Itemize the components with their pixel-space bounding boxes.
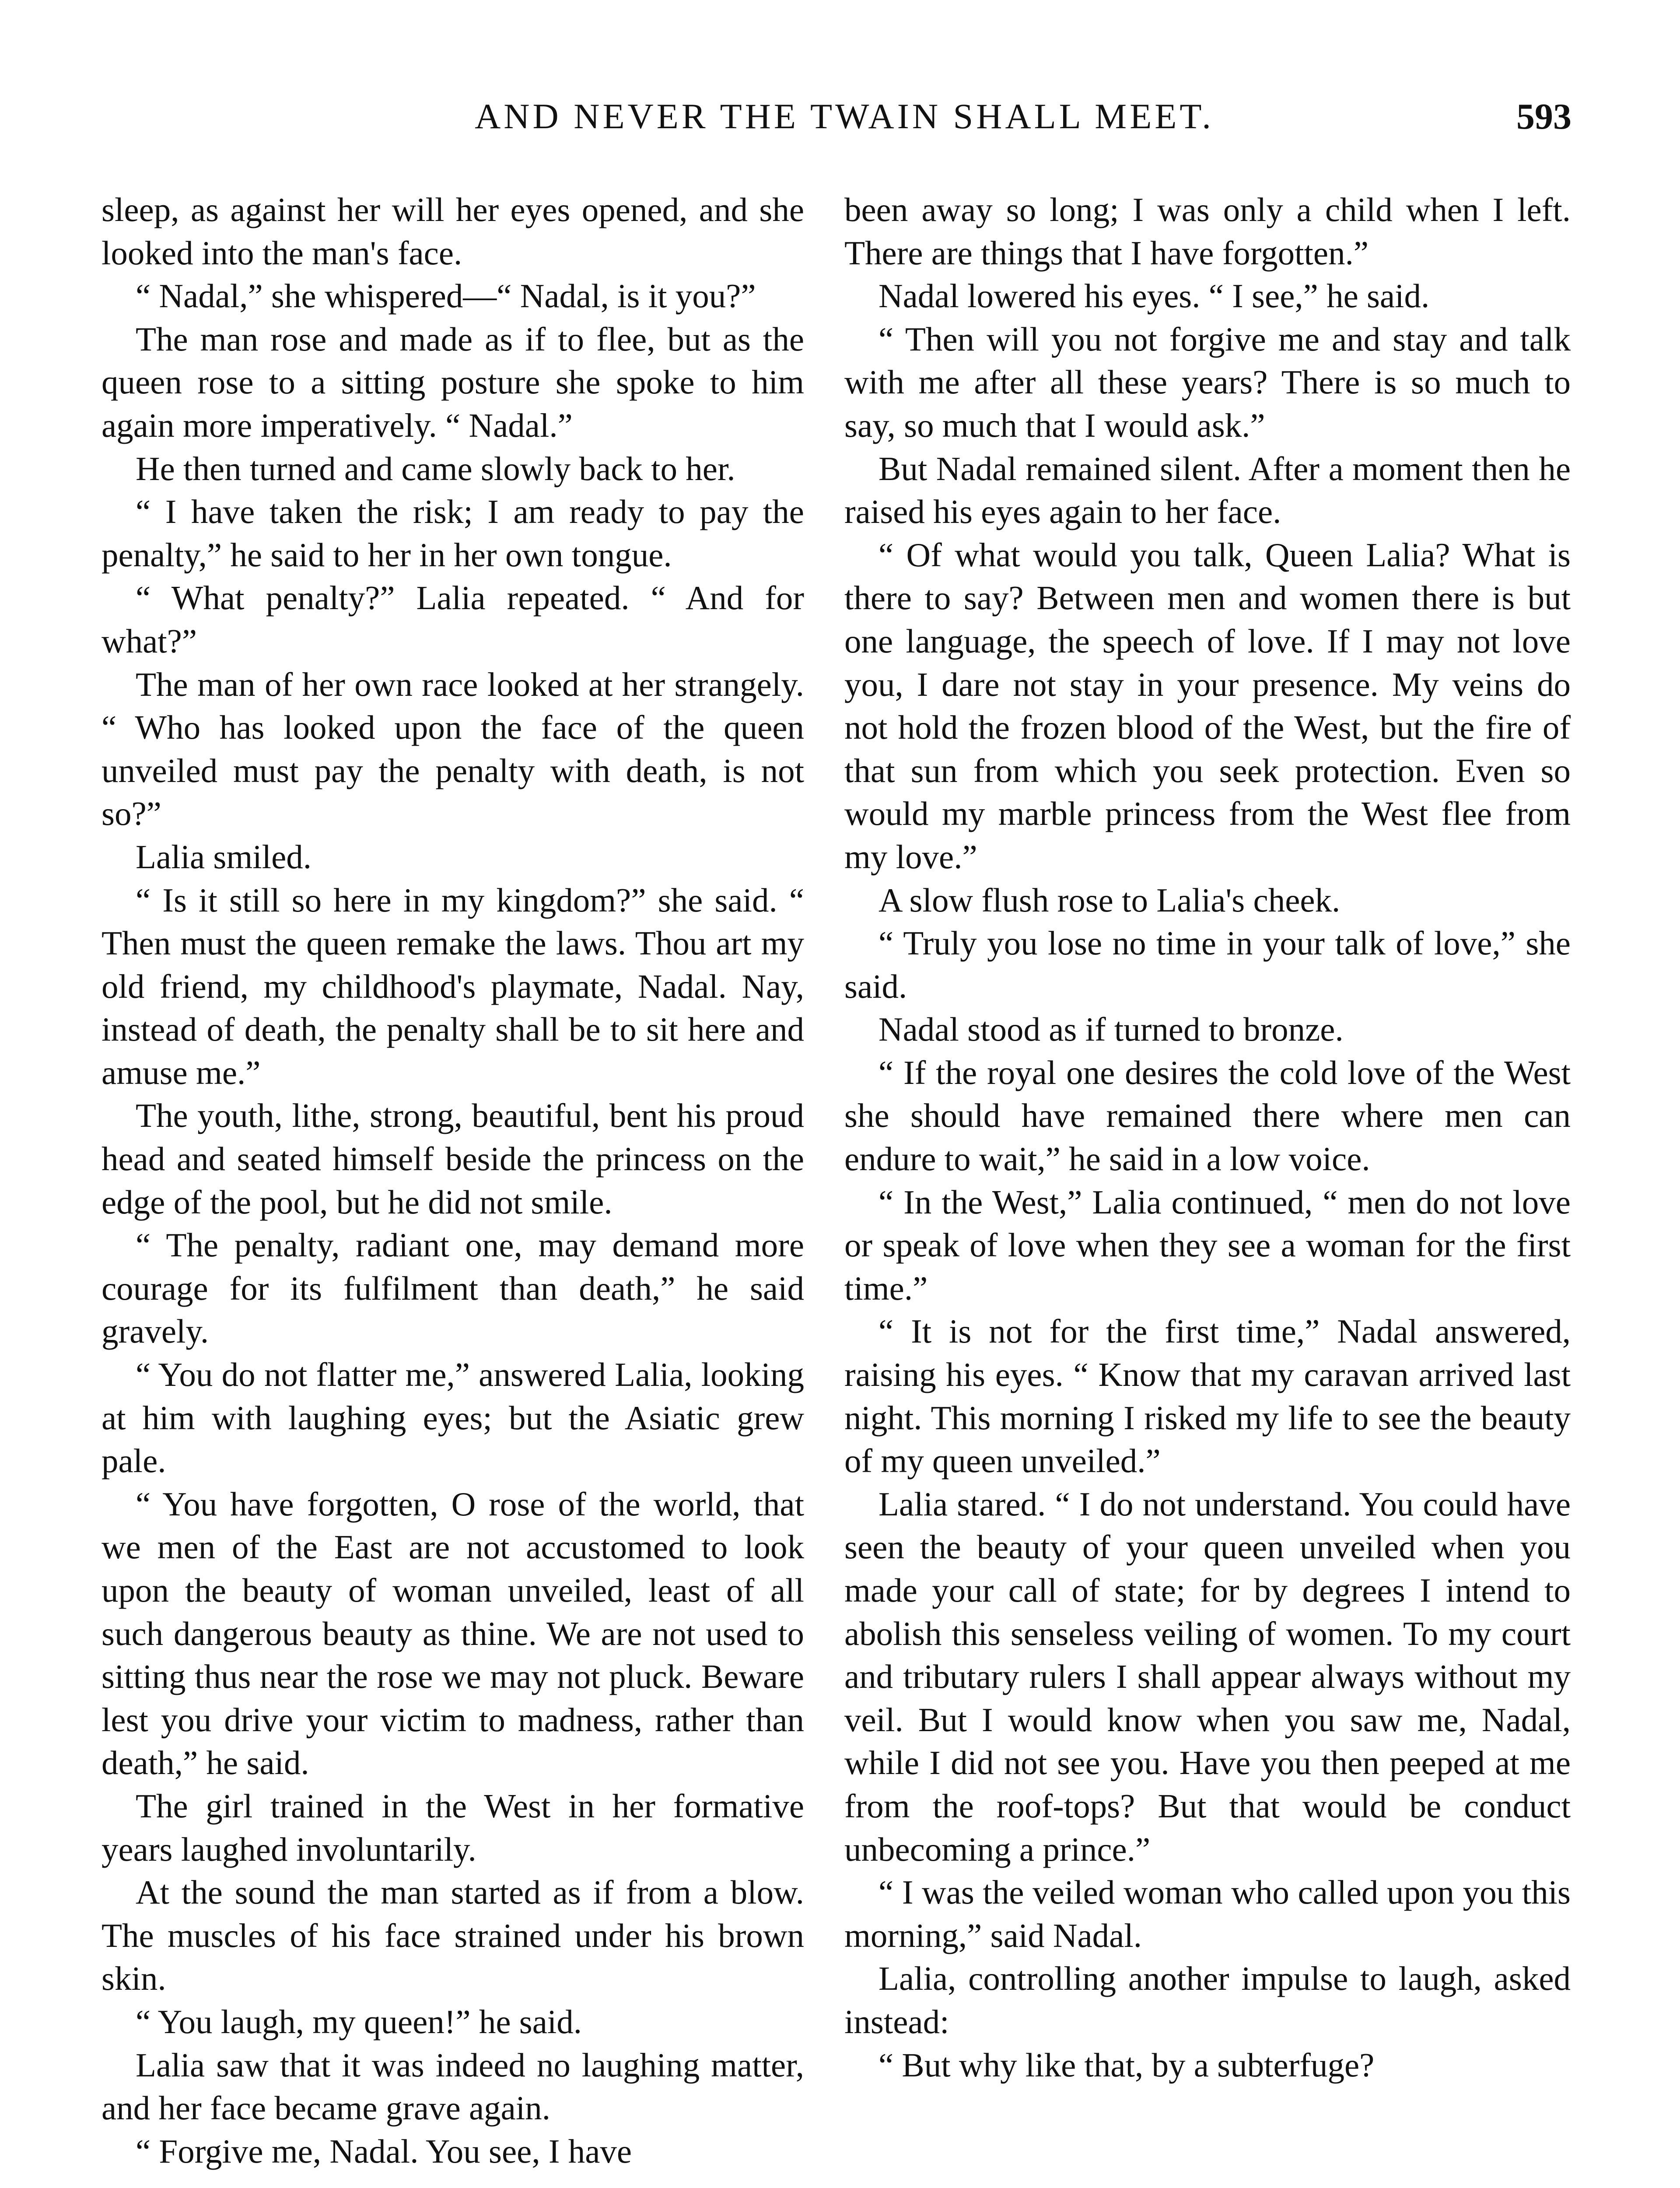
paragraph: “ I have taken the risk; I am ready to pay the penalty,” he said to her in her own tongue.	[102, 493, 804, 574]
left-text-column	[102, 188, 804, 2173]
paragraph: The girl trained in the West in her formative years laughed involuntarily.	[102, 1787, 804, 1868]
paragraph: The man rose and made as if to flee, but as the queen rose to a sitting posture she spoke to him again more imperatively. “ Nadal.”	[102, 320, 804, 444]
paragraph: A slow flush rose to Lalia's cheek.	[878, 881, 1340, 919]
paragraph: “ You laugh, my queen!” he said.	[136, 2002, 582, 2041]
paragraph: “ I was the veiled woman who called upon you this morning,” said Nadal.	[844, 1873, 1571, 1954]
paragraph: “ If the royal one desires the cold love of the West she should have remained there where men can endure to wait,” he said in a low voice.	[844, 1053, 1571, 1178]
paragraph: Lalia smiled.	[136, 838, 312, 876]
paragraph: “ It is not for the first time,” Nadal answered, raising his eyes. “ Know that my caravan arrived last night. This morning I risked my life to see the beauty of my queen unveiled.”	[844, 1312, 1571, 1480]
paragraph: “ The penalty, radiant one, may demand more courage for its fulfilment than death,” he said gravely.	[102, 1226, 804, 1350]
paragraph: But Nadal remained silent. After a moment then he raised his eyes again to her face.	[844, 449, 1571, 531]
paragraph: “ Of what would you talk, Queen Lalia? What is there to say? Between men and women there is but one language, the speech of love. If I may not love you, I dare not stay in your presence. My veins do not hold the frozen blood of the West, but the fire of that sun from which you seek protection. Even so would my marble princess from the West flee from my love.”	[844, 536, 1571, 876]
page-number: 593	[1516, 96, 1572, 137]
paragraph: “ You have forgotten, O rose of the world, that we men of the East are not accustomed to look upon the beauty of woman unveiled, least of all such dangerous beauty as thine. We are not used to sitting thus near the rose we may not pluck. Beware lest you drive your victim to madness, rather than death,” he said.	[102, 1485, 804, 1782]
paragraph: “ Forgive me, Nadal. You see, I have	[136, 2132, 632, 2170]
paragraph: “ Truly you lose no time in your talk of love,” she said.	[844, 924, 1571, 1005]
paragraph: At the sound the man started as if from a blow. The muscles of his face strained under his brown skin.	[102, 1873, 804, 1998]
paragraph: “ But why like that, by a subterfuge?	[878, 2046, 1375, 2084]
paragraph: Lalia, controlling another impulse to laugh, asked instead:	[844, 1960, 1571, 2041]
paragraph: “ You do not flatter me,” answered Lalia, looking at him with laughing eyes; but the Asiatic grew pale.	[102, 1356, 804, 1480]
right-text-column	[844, 188, 1571, 2086]
paragraph: Nadal stood as if turned to bronze.	[878, 1010, 1344, 1048]
paragraph: “ In the West,” Lalia continued, “ men do not love or speak of love when they see a woman for the first time.”	[844, 1183, 1571, 1307]
paragraph: “ Nadal,” she whispered—“ Nadal, is it you?”	[136, 277, 756, 315]
paragraph: “ Then will you not forgive me and stay and talk with me after all these years? There is so much to say, so much that I would ask.”	[844, 320, 1571, 444]
paragraph: “ What penalty?” Lalia repeated. “ And for what?”	[102, 579, 804, 660]
paragraph: Lalia stared. “ I do not understand. You could have seen the beauty of your queen unveiled when you made your call of state; for by degrees I intend to abolish this senseless veiling of women. To my court and tributary rulers I shall appear always without my veil. But I would know when you saw me, Nadal, while I did not see you. Have you then peeped at me from the roof-tops? But that would be conduct unbecoming a prince.”	[844, 1485, 1571, 1868]
paragraph: The youth, lithe, strong, beautiful, bent his proud head and seated himself beside the princess on the edge of the pool, but he did not smile.	[102, 1097, 804, 1221]
running-title: AND NEVER THE TWAIN SHALL MEET.	[475, 96, 1214, 136]
paragraph: “ Is it still so here in my kingdom?” she said. “ Then must the queen remake the laws. Thou art my old friend, my childhood's playmate, Nadal. Nay, instead of death, the penalty shall be to sit here and amuse me.”	[102, 881, 804, 1091]
paragraph: Lalia saw that it was indeed no laughing matter, and her face became grave again.	[102, 2046, 804, 2127]
paragraph: Nadal lowered his eyes. “ I see,” he said.	[878, 277, 1430, 315]
paragraph: He then turned and came slowly back to her.	[136, 449, 735, 487]
paragraph: sleep, as against her will her eyes opened, and she looked into the man's face.	[102, 191, 804, 272]
paragraph: The man of her own race looked at her strangely. “ Who has looked upon the face of the queen unveiled must pay the penalty with death, is not so?”	[102, 665, 804, 833]
paragraph: been away so long; I was only a child when I left. There are things that I have forgotten.”	[844, 191, 1571, 272]
